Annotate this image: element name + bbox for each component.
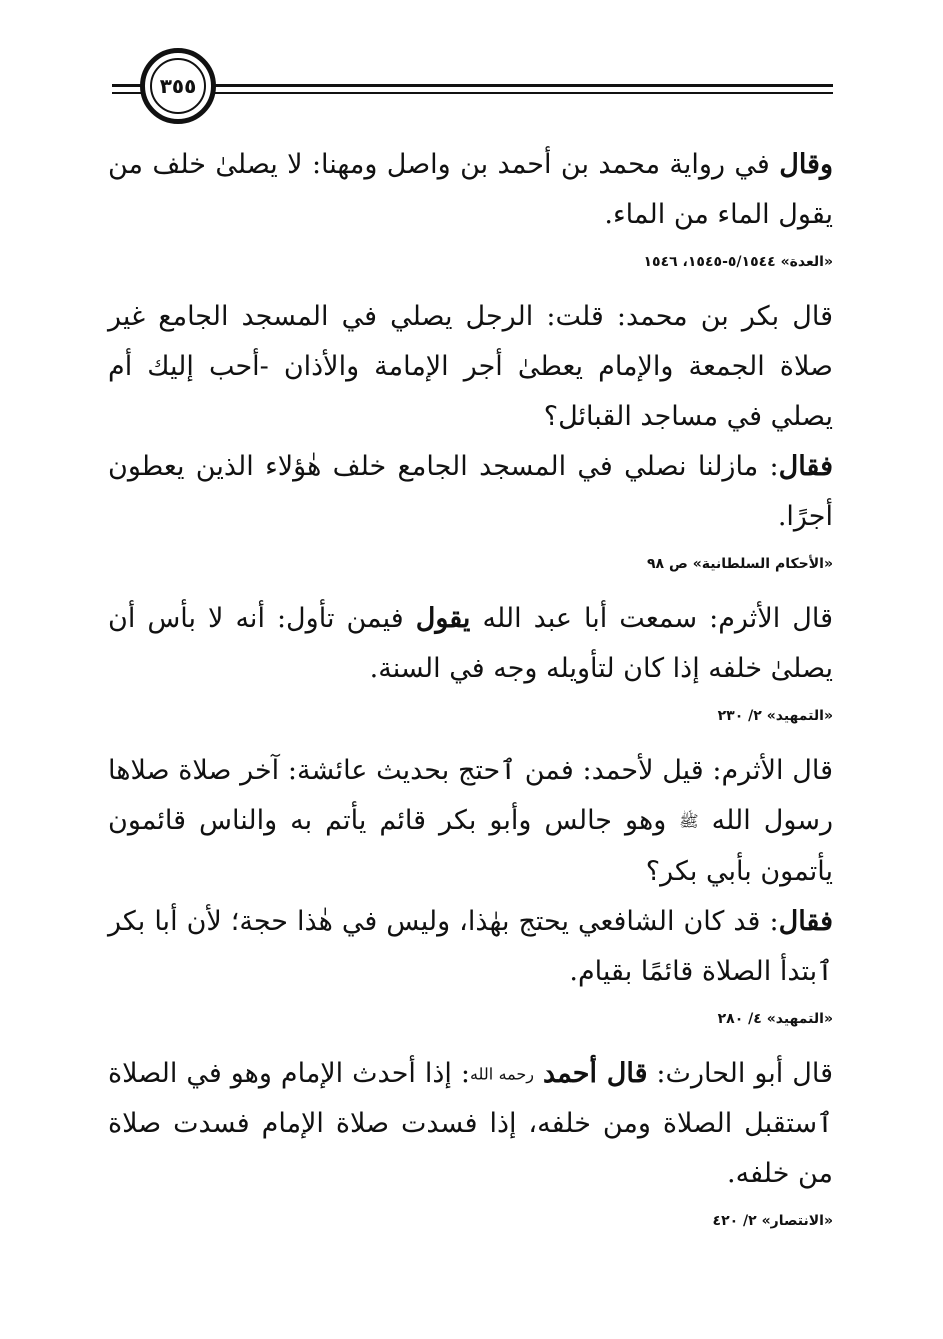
paragraph-6: فقال: قد كان الشافعي يحتج بهٰذا، وليس في هٰذا حجة؛ لأن أبا بكر ٱبتدأ الصلاة قائمًا بقيام.	[108, 905, 833, 987]
page-content	[108, 140, 833, 1231]
header-rule-top	[112, 84, 833, 87]
source-citation-3: «التمهيد» ٢/ ٢٣٠	[717, 708, 833, 724]
source-citation-4: «التمهيد» ٤/ ٢٨٠	[717, 1010, 833, 1027]
source-citation-5: «الانتصار» ٢/ ٤٢٠	[712, 1213, 833, 1229]
paragraph-4: قال الأثرم: سمعت أبا عبد الله يقول فيمن تأول: أنه لا بأس أن يصلىٰ خلفه إذا كان لتأويله وجه في السنة.	[108, 603, 833, 684]
page-number: ٣٥٥	[150, 58, 206, 114]
paragraph-2: قال بكر بن محمد: قلت: الرجل يصلي في المسجد الجامع غير صلاة الجمعة والإمام يعطىٰ أجر الإمامة والأذان -أحب إليك أم يصلي في مساجد القبائل؟	[108, 301, 833, 432]
paragraph-5: قال الأثرم: قيل لأحمد: فمن ٱحتج بحديث عائشة: آخر صلاة صلاها رسول الله ﷺ وهو جالس وأبو بكر قائم يأتم به والناس قائمون يأتمون بأبي بكر؟	[108, 755, 833, 887]
source-citation-1: «العدة» ٥/١٥٤٤-١٥٤٥، ١٥٤٦	[643, 254, 833, 270]
header-rule-bottom	[112, 92, 833, 94]
salawat-symbol: ﷺ	[679, 811, 699, 831]
paragraph-1: وقال في رواية محمد بن أحمد بن واصل ومهنا: لا يصلىٰ خلف من يقول الماء من الماء.	[108, 149, 833, 230]
paragraph-7: قال أبو الحارث: قال أحمد رحمه الله: إذا أحدث الإمام وهو في الصلاة ٱستقبل الصلاة ومن خلفه، إذا فسدت صلاة الإمام فسدت صلاة من خلفه.	[108, 1057, 833, 1189]
source-citation-2: «الأحكام السلطانية» ص ٩٨	[647, 556, 833, 572]
paragraph-3: فقال: مازلنا نصلي في المسجد الجامع خلف هٰؤلاء الذين يعطون أجرًا.	[108, 451, 833, 532]
rahimahullah-symbol: رحمه الله	[469, 1064, 535, 1083]
page-number-badge	[140, 48, 216, 124]
